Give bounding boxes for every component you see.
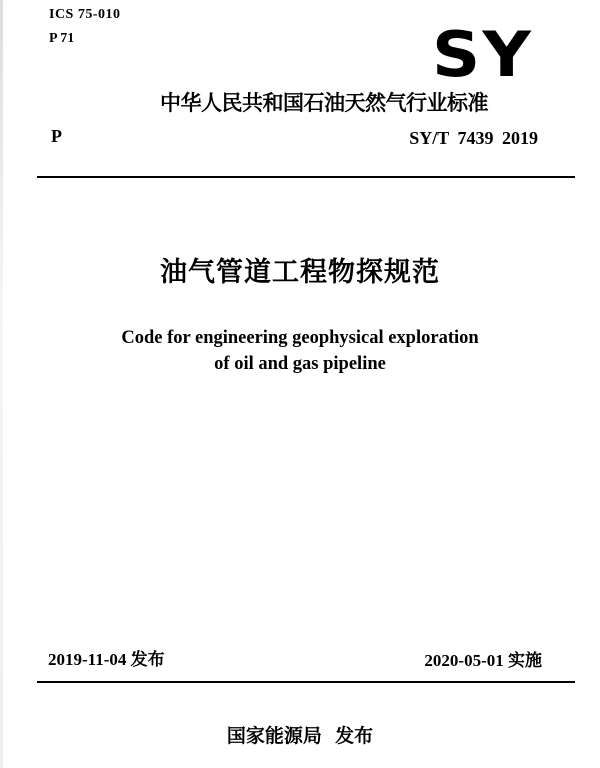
sy-logo: SY — [432, 18, 534, 91]
standard-organization: 中华人民共和国石油天然气行业标准 — [160, 91, 488, 115]
classification-letter: P — [51, 126, 62, 146]
title-chinese: 油气管道工程物探规范 — [160, 257, 440, 288]
implementation-date: 2020-05-01 实施 — [424, 651, 542, 670]
issue-date: 2019-11-04 发布 — [48, 650, 165, 669]
title-english-line1: Code for engineering geophysical exploration — [121, 328, 479, 348]
scan-edge — [0, 0, 3, 768]
top-divider — [37, 176, 575, 178]
standard-number: SY/T 7439 2019 — [409, 128, 538, 148]
ics-code: ICS 75-010 — [49, 7, 121, 22]
title-english-line2: of oil and gas pipeline — [214, 354, 386, 374]
bottom-divider — [37, 681, 575, 683]
issuer: 国家能源局 发布 — [226, 725, 374, 747]
ccs-code: P 71 — [49, 31, 75, 46]
